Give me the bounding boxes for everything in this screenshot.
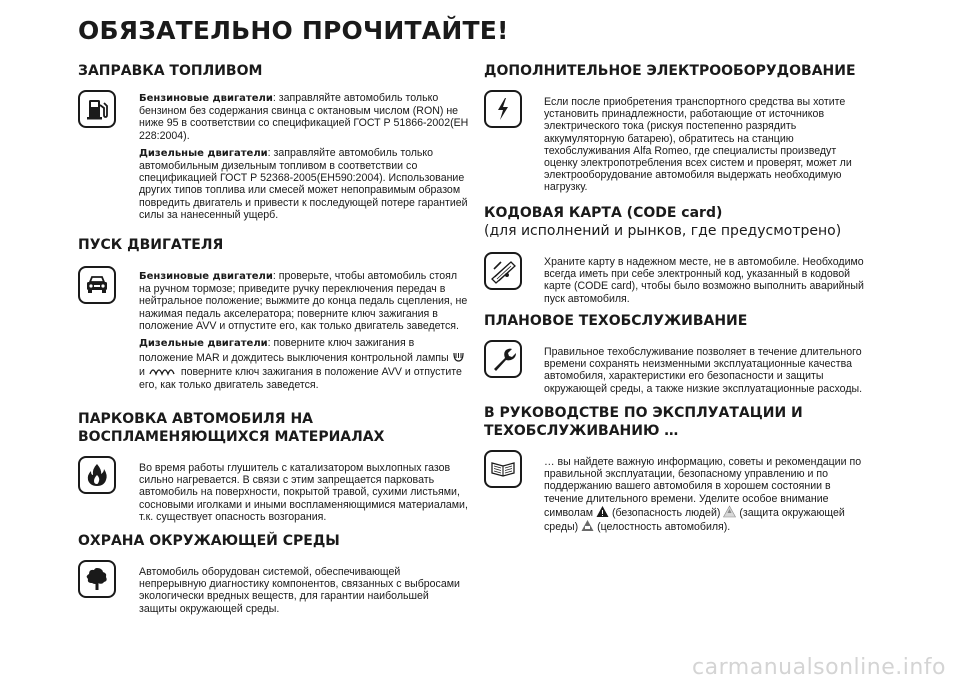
manual-text-b: (безопасность людей) <box>611 506 721 519</box>
section-heading-start: ПУСК ДВИГАТЕЛЯ <box>78 237 224 253</box>
start-diesel-label: Дизельные двигатели <box>139 338 268 350</box>
section-heading-code-card: КОДОВАЯ КАРТА (CODE card) <box>484 205 723 221</box>
section-heading-maintenance: ПЛАНОВОЕ ТЕХОБСЛУЖИВАНИЕ <box>484 313 748 329</box>
section-heading-manual: В РУКОВОДСТВЕ ПО ЭКСПЛУАТАЦИИ И ТЕХОБСЛУЖИВАНИЮ … <box>484 405 803 439</box>
refuel-petrol-label: Бензиновые двигатели <box>139 93 273 104</box>
start-diesel-text-b: и <box>139 366 145 379</box>
start-petrol-label: Бензиновые двигатели <box>139 271 273 282</box>
section-heading-electrical: ДОПОЛНИТЕЛЬНОЕ ЭЛЕКТРООБОРУДОВАНИЕ <box>484 63 856 79</box>
book-icon <box>484 450 522 488</box>
person-safety-warning-icon <box>596 505 609 518</box>
vehicle-warning-icon <box>581 519 594 532</box>
start-diesel-text-c: поверните ключ зажигания в положение AVV и отпустите его, как только двигатель заведется. <box>139 366 462 391</box>
lightning-icon <box>484 90 522 128</box>
fire-icon <box>78 456 116 494</box>
code-card-text: Храните карту в надежном месте, не в автомобиле. Необходимо всегда иметь при себе электронный код, указанный в кодовой карте (CODE card), чтобы было возможно выполнить аварийный пуск автомобиля. <box>544 256 864 305</box>
wrench-icon <box>484 340 522 378</box>
maintenance-text: Правильное техобслуживание позволяет в течение длительного времени сохранять неизменными эксплуатационные качества автомобиля, характеристики его безопасности и защиты окружающей среды, а также низкие эксплуатационные расходы. <box>544 346 863 395</box>
parking-text: Во время работы глушитель с катализатором выхлопных газов сильно нагревается. В связи с этим запрещается парковать автомобиль на поверхности, покрытой травой, сухими листьями, сосновыми иголками и иными воспламеняющимися материалами, т.к. существует опасность возгорания. <box>139 462 468 523</box>
section-heading-refuel: ЗАПРАВКА ТОПЛИВОМ <box>78 63 263 79</box>
electrical-text: Если после приобретения транспортного средства вы хотите установить принадлежности, работающие от источников электрического тока (рискуя постепенно разрядить аккумуляторную батарею), обратитесь на станцию техобслуживания Alfa Romeo, где специалисты произведут оценку электропотребления всех систем и проверят, может ли электрооборудование автомобиля выдержать необходимую нагрузку. <box>544 96 852 194</box>
watermark: carmanualsonline.info <box>692 655 946 680</box>
manual-text <box>544 456 864 533</box>
refuel-diesel-text: : заправляйте автомобиль только автомобильным дизельным топливом в соответствии со спецификацией ГОСТ Р 52368-2005(EH590:2004). Использование других типов топлива или смесей может непоправимым образом повредить двигатель и привести к последующей потере гарантией силы за нанесенный ущерб. <box>139 146 468 221</box>
refuel-petrol-text: : заправляйте автомобиль только бензином без содержания свинца с октановым числом (RON) не ниже 95 в соответствии со спецификацией ГОСТ Р 51866-2002(EH 228:2004). <box>139 92 469 142</box>
environment-warning-icon <box>723 505 736 518</box>
manual-text-d: (целостность автомобиля). <box>597 521 731 534</box>
refuel-text <box>139 92 469 226</box>
start-text <box>139 270 469 396</box>
manual-text-c: (защита окружающей среды) <box>544 506 845 534</box>
manual-text-a: … вы найдете важную информацию, советы и рекомендации по правильной эксплуатации, безопасному управлению и по поддержанию вашего автомобиля в хорошем состоянии в течение длительного времени. Уделите особое внимание символам <box>544 456 862 519</box>
start-petrol-text: : проверьте, чтобы автомобиль стоял на ручном тормозе; приведите ручку переключения передач в нейтральное положение; выжмите до конца педаль сцепления, не нажимая педаль акселератора; поверните ключ зажигания в положение AVV и отпустите его, как только двигатель заведется. <box>139 270 468 332</box>
coil-warning-icon <box>148 364 178 377</box>
code-card-subheading: (для исполнений и рынков, где предусмотрено) <box>484 223 842 239</box>
fuel-pump-icon <box>78 90 116 128</box>
start-diesel-text-a: : поверните ключ зажигания в положение MAR и дождитесь выключения контрольной лампы <box>139 337 449 365</box>
refuel-diesel-label: Дизельные двигатели <box>139 147 268 159</box>
tree-icon <box>78 560 116 598</box>
glow-plug-warning-icon <box>452 350 465 363</box>
section-heading-environment: ОХРАНА ОКРУЖАЮЩЕЙ СРЕДЫ <box>78 533 340 549</box>
page-title: ОБЯЗАТЕЛЬНО ПРОЧИТАЙТЕ! <box>78 16 509 45</box>
code-card-icon <box>484 252 522 290</box>
environment-text: Автомобиль оборудован системой, обеспечивающей непрерывную диагностику компонентов, связанных с выбросами экологически вредных веществ, для гарантии наибольшей защиты окружающей среды. <box>139 566 460 615</box>
section-heading-parking: ПАРКОВКА АВТОМОБИЛЯ НА ВОСПЛАМЕНЯЮЩИХСЯ МАТЕРИАЛАХ <box>78 411 385 445</box>
car-icon <box>78 266 116 304</box>
